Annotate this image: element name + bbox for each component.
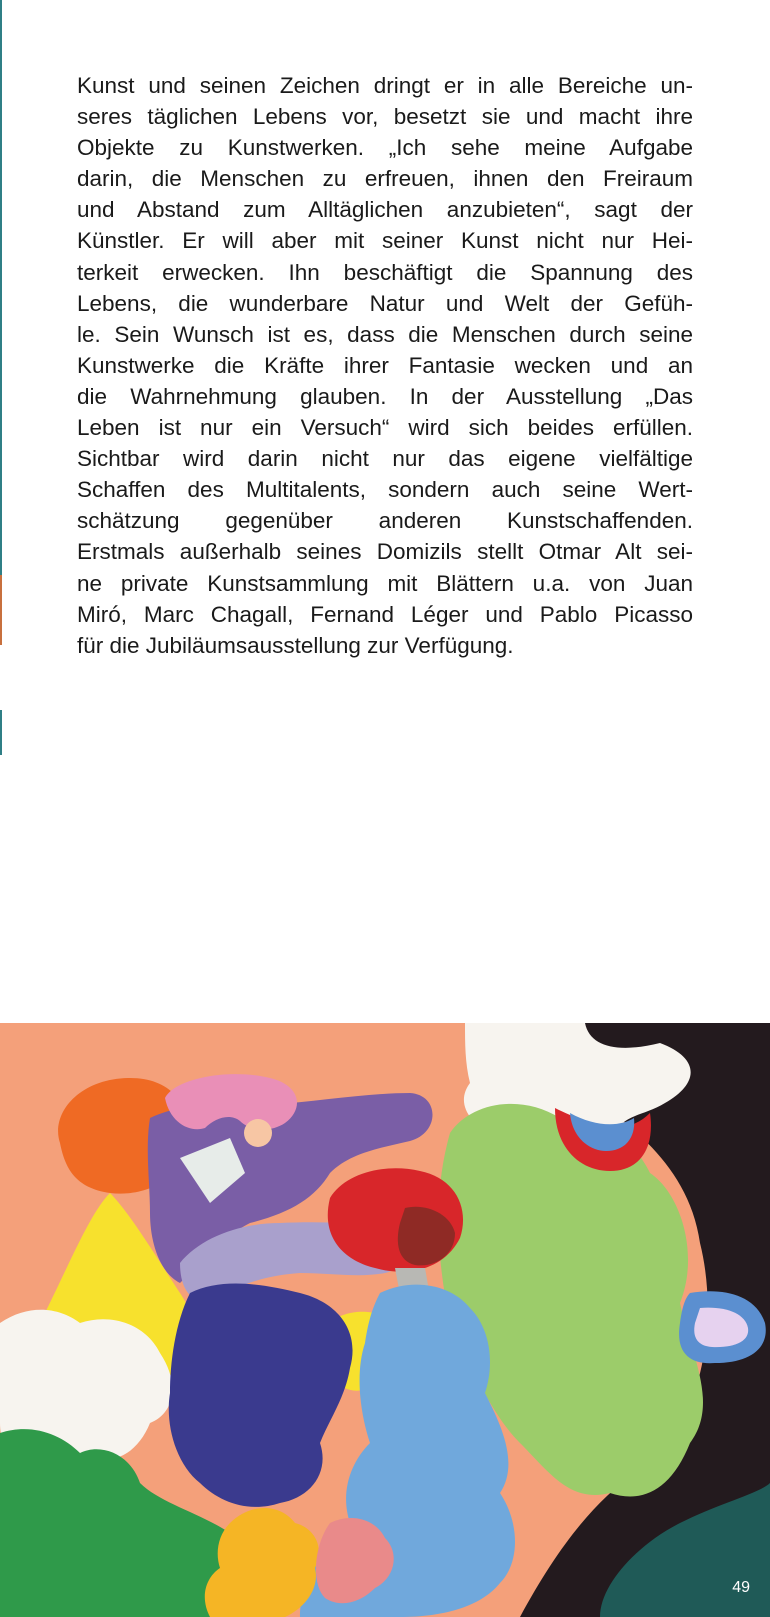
paragraph-line: und Abstand zum Alltäglichen anzubieten“, sagt der: [77, 197, 693, 223]
paragraph-line: schätzung gegenüber anderen Kunstschaffenden.: [77, 508, 693, 534]
paint-shape-peach-dot: [244, 1119, 272, 1147]
paragraph-line: Kunstwerke die Kräfte ihrer Fantasie wecken und an: [77, 352, 693, 378]
paragraph-line: terkeit erwecken. Ihn beschäftigt die Spannung des: [77, 259, 693, 285]
paragraph-line: Objekte zu Kunstwerken. „Ich sehe meine Aufgabe: [77, 135, 693, 161]
paragraph-line: Schaffen des Multitalents, sondern auch seine Wert-: [77, 477, 693, 503]
paragraph-line: Lebens, die wunderbare Natur und Welt der Gefüh-: [77, 290, 693, 316]
paragraph-line: die Wahrnehmung glauben. In der Ausstellung „Das: [77, 383, 693, 409]
paragraph-line: seres täglichen Lebens vor, besetzt sie und macht ihre: [77, 104, 693, 130]
left-edge-bar-middle: [0, 575, 2, 645]
paragraph-line: ne private Kunstsammlung mit Blättern u.a. von Juan: [77, 570, 693, 596]
paragraph-line: Künstler. Er will aber mit seiner Kunst nicht nur Hei-: [77, 228, 693, 254]
left-edge-bar-top: [0, 0, 2, 575]
paragraph-line: für die Jubiläumsausstellung zur Verfügung.: [77, 632, 514, 658]
paragraph-line: Erstmals außerhalb seines Domizils stellt Otmar Alt sei-: [77, 539, 693, 565]
abstract-painting-image: [0, 1023, 770, 1617]
paragraph-line: darin, die Menschen zu erfreuen, ihnen den Freiraum: [77, 166, 693, 192]
paragraph-line: le. Sein Wunsch ist es, dass die Menschen durch seine: [77, 321, 693, 347]
paragraph-line: Leben ist nur ein Versuch“ wird sich beides erfüllen.: [77, 415, 693, 441]
paragraph-line: Kunst und seinen Zeichen dringt er in alle Bereiche un-: [77, 73, 693, 98]
left-edge-bar-lower: [0, 710, 2, 755]
body-paragraph: [77, 70, 693, 661]
paragraph-line: Miró, Marc Chagall, Fernand Léger und Pablo Picasso: [77, 601, 693, 627]
paragraph-line: Sichtbar wird darin nicht nur das eigene vielfältige: [77, 446, 693, 472]
page-number: 49: [732, 1579, 750, 1596]
